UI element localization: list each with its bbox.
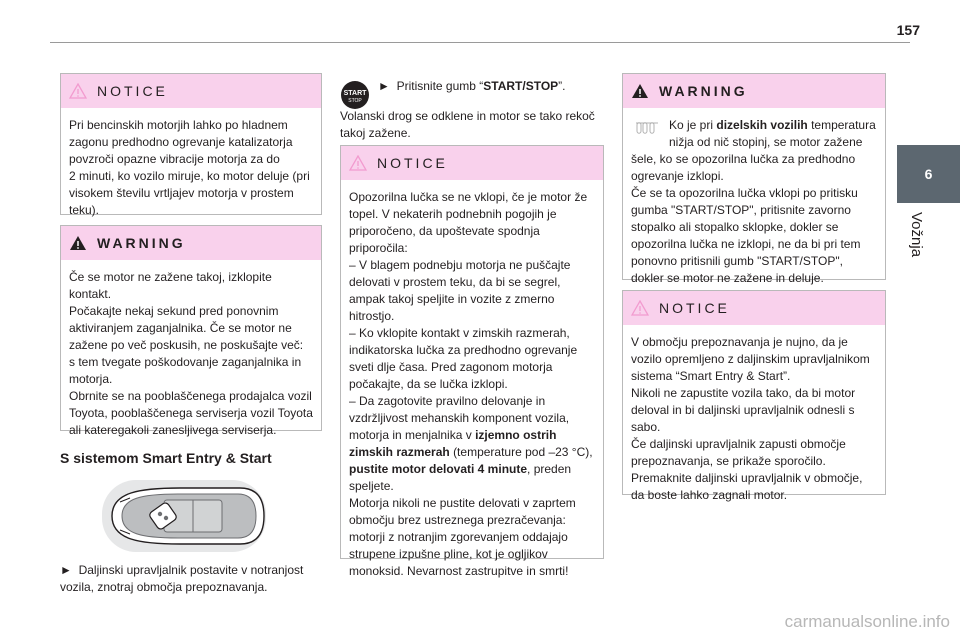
notice-line: priporočeno, da upoštevate spodnja <box>349 224 540 238</box>
warning-line: Počakajte nekaj sekund pred ponovnim <box>69 304 279 318</box>
notice-label: NOTICE <box>659 300 730 316</box>
step-arrow: ► <box>378 79 390 93</box>
notice-line: počakajte, da se lučka izklopi. <box>349 377 508 391</box>
notice-line: – Ko vklopite kontakt v zimskih razmerah, <box>349 326 570 340</box>
notice-line: vzdržljivost mehanskih komponent vozila, <box>349 411 570 425</box>
paragraph-line: Volanski drog se odklene in motor se tako rekoč <box>340 109 595 123</box>
middle-paragraph <box>340 108 605 142</box>
warning-label: WARNING <box>659 83 748 99</box>
warning-text: Ko je pri <box>669 118 714 132</box>
notice-line: – V blagem podnebju motorja ne puščajte <box>349 258 571 272</box>
notice-line: povzroči opazne vibracije motorja za do <box>69 152 280 166</box>
notice-line: Premaknite daljinski upravljalnik v območje, <box>631 471 863 485</box>
glow-plug-icon <box>635 120 659 136</box>
notice-line: 2 minuti, ko vozilo miruje, ko motor deluje (pri <box>69 169 310 183</box>
step-press-start <box>378 78 608 95</box>
notice-line: Nikoli ne zapustite vozila tako, da bi motor <box>631 386 856 400</box>
warning-line: nižja od nič stopinj, se motor zažene <box>669 135 863 149</box>
notice-line: V območju prepoznavanja je nujno, da je <box>631 335 848 349</box>
notice-line: visokem številu vrtljajev motorja v prostem <box>69 186 294 200</box>
warning-line: zažene po več poskusih, ne poskušajte več: <box>69 338 304 352</box>
notice-text: (temperature pod –23 °C), <box>453 445 593 459</box>
notice-text: motorja in menjalnika v <box>349 428 472 442</box>
notice-line: strupene izpušne pline, kot je ogljikov <box>349 547 548 561</box>
warning-line: kontakt. <box>69 287 112 301</box>
notice-text: , preden <box>527 462 572 476</box>
step-text-before: Pritisnite gumb “ <box>396 79 484 93</box>
notice-icon <box>69 83 87 99</box>
warning-line: Če se ta opozorilna lučka vklopi po pritisku <box>631 186 858 200</box>
warning-text: temperatura <box>811 118 876 132</box>
start-stop-button-icon <box>340 80 370 110</box>
notice-line-mixed <box>349 427 595 444</box>
warning-bold: dizelskih vozilih <box>716 118 808 132</box>
notice-line: Motorja nikoli ne pustite delovati v zaprtem <box>349 496 576 510</box>
warning-line: stopalko ali stopalko sklopke, dokler se <box>631 220 839 234</box>
warning-line: ali kateregakoli zanesljivega serviserja. <box>69 423 277 437</box>
notice-line: sveti dlje časa. Pred zagonom motorja <box>349 360 553 374</box>
notice-line: zagonu predhodno ogrevanje katalizatorja <box>69 135 293 149</box>
warning-line: gumba "START/STOP", pritisnite zavorno <box>631 203 851 217</box>
car-detection-zone-illustration <box>100 478 268 554</box>
warning-line: šele, ko se opozorilna lučka za predhodno <box>631 152 856 166</box>
warning-line: aktiviranjem zaganjalnika. Če se motor ne <box>69 321 292 335</box>
notice-box-right <box>622 290 886 502</box>
watermark: carmanualsonline.info <box>784 612 950 631</box>
warning-line: motorja. <box>69 372 113 386</box>
page-number: 157 <box>896 22 920 38</box>
notice-line: da boste lahko zagnali motor. <box>631 488 788 502</box>
notice-line: teku). <box>69 203 100 217</box>
notice-line: delovati v prostem teku, da bi se segrel, <box>349 275 561 289</box>
warning-line: ponovno pritisnili gumb "START/STOP", <box>631 254 843 268</box>
warning-line: Če se motor ne zažene takoj, izklopite <box>69 270 272 284</box>
warning-icon <box>69 235 87 251</box>
notice-line: prepoznavanja, se prikaže sporočilo. <box>631 454 826 468</box>
notice-bold: izjemno ostrih <box>475 428 557 442</box>
notice-line: monoksid. Nevarnost zastrupitve in smrti! <box>349 564 569 578</box>
notice-box-middle <box>340 145 604 578</box>
notice-line: območju brez ustreznega prezračevanja: <box>349 513 566 527</box>
paragraph-line: takoj zažene. <box>340 126 411 140</box>
warning-line: ogrevanje izklopi. <box>631 169 724 183</box>
notice-icon <box>349 155 367 171</box>
step-text-bold: START/STOP <box>483 79 559 93</box>
warning-line: Obrnite se na pooblaščenega prodajalca vozil <box>69 389 312 403</box>
start-stop-text-start: START <box>343 90 367 97</box>
notice-bold: pustite motor delovati 4 minute <box>349 462 528 476</box>
notice-line: motorji z notranjim zgorevanjem oddajajo <box>349 530 568 544</box>
warning-label: WARNING <box>97 235 186 251</box>
notice-line: priporočila: <box>349 241 408 255</box>
warning-line: s tem tvegate poškodovanje zaganjalnika in <box>69 355 302 369</box>
notice-line: Če daljinski upravljalnik zapusti območje <box>631 437 846 451</box>
notice-line: Pri bencinskih motorjih lahko po hladnem <box>69 118 288 132</box>
notice-line: ampak takoj speljite in vozite z zmerno <box>349 292 555 306</box>
notice-line: sabo. <box>631 420 661 434</box>
warning-box-left <box>60 225 322 437</box>
step-arrow: ► <box>60 563 72 577</box>
notice-label: NOTICE <box>97 83 168 99</box>
chapter-title <box>905 212 925 282</box>
warning-box-right <box>622 73 886 285</box>
notice-box-left <box>60 73 322 215</box>
warning-icon <box>631 83 649 99</box>
warning-line: opozorilna lučka ne izklopi, ne da bi pri tem <box>631 237 861 251</box>
warning-line: dokler se motor ne zažene in deluje. <box>631 271 824 285</box>
notice-line: deloval in bi daljinski upravljalnik odnesli s <box>631 403 855 417</box>
section-heading: S sistemom Smart Entry & Start <box>60 450 272 466</box>
chapter-title-text: Vožnja <box>908 212 925 258</box>
start-stop-text-stop: STOP <box>348 98 362 104</box>
notice-label: NOTICE <box>377 155 448 171</box>
notice-icon <box>631 300 649 316</box>
step-line: Daljinski upravljalnik postavite v notranjost <box>78 563 304 577</box>
notice-line: speljete. <box>349 479 394 493</box>
notice-bold: zimskih razmerah <box>349 445 450 459</box>
notice-line: indikatorska lučka za predhodno ogrevanje <box>349 343 578 357</box>
warning-line-mixed <box>631 117 877 134</box>
notice-line: vozilo opremljeno z daljinskim upravljalnikom <box>631 352 870 366</box>
step-line: vozila, znotraj območja prepoznavanja. <box>60 580 268 594</box>
notice-line: Opozorilna lučka se ne vklopi, če je motor že <box>349 190 588 204</box>
warning-line: Toyota, pooblaščenega serviserja vozil Toyota <box>69 406 313 420</box>
notice-line: – Da zagotovite pravilno delovanje in <box>349 394 546 408</box>
step-remote-inside <box>60 562 322 596</box>
notice-line-mixed <box>349 444 595 461</box>
notice-line: hitrostjo. <box>349 309 395 323</box>
notice-line-mixed <box>349 461 595 478</box>
header-rule <box>50 42 910 43</box>
chapter-number: 6 <box>924 166 933 182</box>
notice-line: sistema “Smart Entry & Start”. <box>631 369 791 383</box>
chapter-tab[interactable] <box>897 145 960 203</box>
notice-line: topel. V nekaterih podnebnih pogojih je <box>349 207 557 221</box>
step-text-after: ”. <box>558 79 566 93</box>
